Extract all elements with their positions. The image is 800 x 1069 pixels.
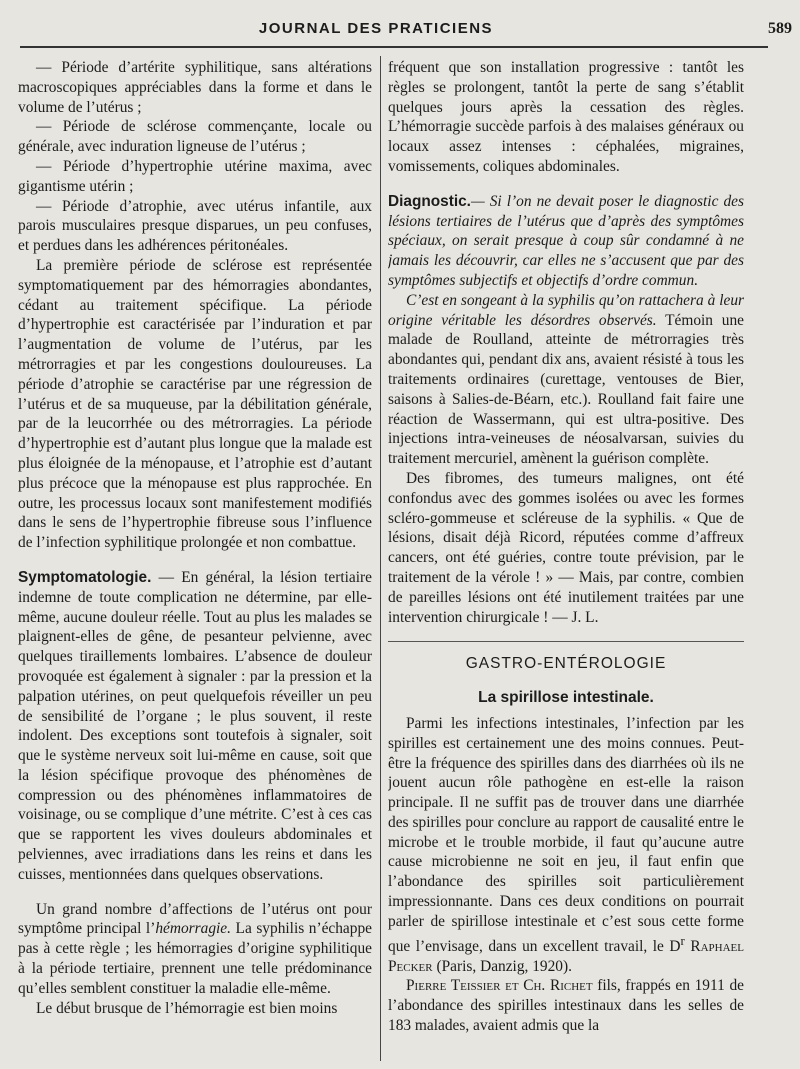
page-header (20, 14, 792, 44)
paragraph-periodes: La première période de sclérose est représentée symptomatiquement par des hémorragies abondantes, cédant au traitement spécifique. La période d’hypertrophie est caractérisée par l’induration et par l’augmentation de volume de l’utérus, par les métrorragies et par les congestions douloureuses. La période d’atrophie se caractérise par une régression de l’utérus et de sa muqueuse, par la débilitation générale, par de la leucorrhée ou des métrorragies. La période d’hypertrophie est d’autant plus longue que la malade est plus éloignée de la ménopause, et l’atrophie est d’autant plus précoce que la ménopause est plus rapprochée. En outre, les processus locaux sont manifestement modifiés dans le sens de l’hypertrophie fibreuse sous l’influence de l’infection syphilitique prolongée et non combattue. (18, 256, 372, 552)
article-title-spirillose: La spirillose intestinale. (478, 689, 654, 707)
paragraph-hemorragie (18, 900, 372, 999)
paragraph-diagnostic (388, 192, 744, 291)
author-names-teissier-richet: Pierre Teissier et Ch. Richet (406, 977, 593, 995)
roulland-italic: C’est en songeant à la syphilis qu’on rattachera à leur origine véritable les désordres observés. (388, 291, 744, 329)
paragraph-roulland (388, 291, 744, 469)
paragraph-teissier (388, 976, 744, 1035)
paragraph-spirilles (388, 714, 744, 976)
hemorragie-italic: hémorragie. (155, 920, 231, 938)
paragraph-hypertrophie: — Période d’hypertrophie utérine maxima, avec gigantisme utérin ; (18, 157, 372, 195)
paragraph-atrophie: — Période d’atrophie, avec utérus infantile, aux parois musculaires presque disparues, un peu confuses, et perdues dans les adhérences péritonéales. (18, 197, 372, 255)
spirilles-tail: (Paris, Danzig, 1920). (432, 957, 572, 975)
hemorragie-text-a: Un grand nombre d’affections de l’utérus ont pour symptôme principal l’ (18, 900, 372, 938)
page-number: 589 (768, 20, 792, 37)
left-column (18, 58, 372, 1058)
paragraph-symptomatologie (18, 568, 372, 885)
hemorragie-text-c: La syphilis n’échappe pas à cette règle ; les hémorragies d’origine syphilitique à la période tertiaire, prennent une telle prédominance qu’elles semblent constituer la maladie elle-même. (18, 920, 372, 997)
paragraph-frequent: fréquent que son installation progressive : tantôt les règles se prolongent, tantôt la perte de sang s’établit quelques jours après la cessation des règles. L’hémorragie succède parfois à des malaises généraux ou locaux assez intenses : céphalées, migraines, vomissements, coliques abdominales. (388, 59, 744, 175)
symptomatologie-text: — En général, la lésion tertiaire indemne de toute complication ne détermine, par elle-même, aucune douleur réelle. Tout au plus les malades se plaignent-elles de gêne, de pesanteur pelvienne, avec quelques tiraillements lombaires. L’absence de douleur provoquée est également à signaler : par la pression et la palpation utérines, on peut quelquefois réveiller un peu de sensibilité de l’organe ; le plus souvent, il reste indolent. Des exceptions sont toutefois à signaler, soit que le système nerveux soit lui-même en cause, soit que la lésion spécifique provoque des phénomènes de compression ou des phénomènes inflammatoires de voisinage, ou se complique d’une métrite. C’est à ces cas que se rapportent les vives douleurs abdominales et pelviennes, avec irradiations dans les reins et dans les cuisses, mentionnées dans quelques observations. (18, 568, 372, 883)
diagnostic-text: — Si l’on ne devait poser le diagnostic des lésions tertiaires de l’utérus que d’après des symptômes spéciaux, on serait presque à coup sûr condamné à ne jamais les découvrir, car elles ne s’accusent que par des symptômes subjectifs et objectifs d’ordre commun. (388, 192, 744, 289)
column-divider (380, 56, 381, 1061)
paragraph-fibromes: Des fibromes, des tumeurs malignes, ont été confondus avec des gommes isolées ou avec les formes scléro-gommeuse et scléreuse de la syphilis. « Que de lésions, disait déjà Ricord, réputées comme d’affreux cancers, ont été guéries, contre toute prévision, par le traitement de la vérole ! » — Mais, par contre, combien de pareilles lésions ont été inutilement traitées par une intervention chirurgicale ! — J. L. (388, 469, 744, 626)
heading-diagnostic: Diagnostic. (388, 192, 471, 210)
paragraph-arterite: — Période d’artérite syphilitique, sans altérations macroscopiques appréciables dans la forme et dans le volume de l’utérus ; (18, 59, 372, 116)
paragraph-debut-brusque: Le début brusque de l’hémorragie est bien moins (36, 999, 338, 1017)
paragraph-sclerose: — Période de sclérose commençante, locale ou générale, avec induration ligneuse de l’utérus ; (18, 118, 372, 156)
doctor-superscript: r (680, 933, 685, 948)
running-title: JOURNAL DES PRATICIENS (258, 20, 494, 37)
header-rule (20, 46, 768, 48)
section-title-gastro: GASTRO-ENTÉROLOGIE (388, 641, 744, 674)
roulland-text: Témoin une malade de Roulland, atteinte de métrorragies très abondantes qui, pendant dix ans, avaient résisté à tous les traitements ordinaires (curettage, ventouses de Bier, saisons à Salies-de-Béarn, etc.). Roulland fait faire une réaction de Wassermann, qui est ultra-positive. Des injections intra-veineuses de néosalvarsan, suivies du traitement mercuriel, amènent la guérison complète. (388, 311, 744, 468)
teissier-text: fils, frappés en 1911 de l’abondance des spirilles intestinaux dans les selles de 183 malades, avaient admis que la (388, 977, 744, 1034)
author-name-pecker: Raphael Pecker (388, 937, 744, 975)
spirilles-text: Parmi les infections intestinales, l’infection par les spirilles est certainement une des moins connues. Peut-être la fréquence des spirilles dans des diarrhées où ils ne jouent aucun rôle pathogène en est-elle la raison principale. Il ne suffit pas de trouver dans une diarrhée des spirilles pour conclure au rapport de causalité entre le microbe et le trouble morbide, il faut qu’aucune autre cause microbienne ne soit en jeu, il faut enfin que l’abondance des spirilles soit particulièrement impressionnante. Dans ces deux conditions on pourrait parler de spirillose intestinale et c’est sous cette forme que l’envisage, dans un excellent travail, le D (388, 714, 744, 955)
heading-symptomatologie: Symptomatologie. (18, 568, 152, 586)
right-column (388, 58, 744, 1058)
